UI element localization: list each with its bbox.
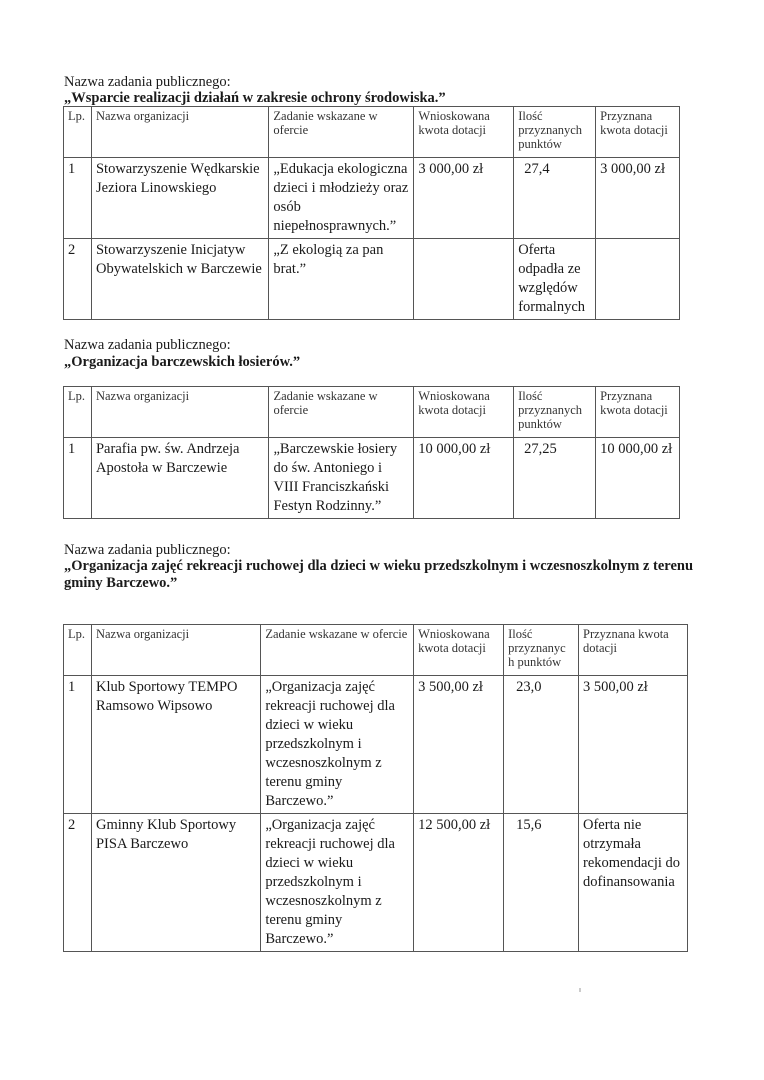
cell-points: 27,25 <box>514 438 596 519</box>
section-1-label: Nazwa zadania publicznego: <box>64 74 231 90</box>
header-organization: Nazwa organizacji <box>91 387 268 438</box>
cell-granted-amount: 10 000,00 zł <box>596 438 680 519</box>
cell-organization: Stowarzyszenie Wędkarskie Jeziora Linowskiego <box>91 158 268 239</box>
cell-points: 15,6 <box>504 814 579 952</box>
header-task: Zadanie wskazane w ofercie <box>269 387 414 438</box>
cell-requested-amount: 12 500,00 zł <box>414 814 504 952</box>
section-2-label: Nazwa zadania publicznego: <box>64 337 231 353</box>
section-1-table <box>63 106 680 320</box>
header-requested-amount: Wnioskowana kwota dotacji <box>414 107 514 158</box>
scan-artifact <box>579 988 581 992</box>
cell-task: „Organizacja zajęć rekreacji ruchowej dla dzieci w wieku przedszkolnym i wczesnoszkolnym z terenu gminy Barczewo.” <box>261 676 414 814</box>
cell-lp: 2 <box>64 814 92 952</box>
cell-organization: Klub Sportowy TEMPO Ramsowo Wipsowo <box>91 676 260 814</box>
table-header-row <box>64 625 688 676</box>
cell-lp: 1 <box>64 158 92 239</box>
table-row <box>64 158 680 239</box>
header-organization: Nazwa organizacji <box>91 625 260 676</box>
header-task: Zadanie wskazane w ofercie <box>269 107 414 158</box>
table-row <box>64 676 688 814</box>
header-granted-amount: Przyznana kwota dotacji <box>579 625 688 676</box>
header-points: Ilość przyznanych punktów <box>514 107 596 158</box>
cell-task: „Z ekologią za pan brat.” <box>269 239 414 320</box>
section-3-title: „Organizacja zajęć rekreacji ruchowej dla dzieci w wieku przedszkolnym i wczesnoszkolnym z terenu gminy Barczewo.” <box>64 558 694 591</box>
section-3-label: Nazwa zadania publicznego: <box>64 542 231 558</box>
cell-requested-amount: 3 500,00 zł <box>414 676 504 814</box>
cell-points: Oferta odpadła ze względów formalnych <box>514 239 596 320</box>
table-row <box>64 239 680 320</box>
section-3-table <box>63 624 688 952</box>
table-header-row <box>64 387 680 438</box>
header-organization: Nazwa organizacji <box>91 107 268 158</box>
cell-lp: 1 <box>64 438 92 519</box>
header-granted-amount: Przyznana kwota dotacji <box>596 107 680 158</box>
cell-requested-amount <box>414 239 514 320</box>
header-points: Ilość przyznanyc h punktów <box>504 625 579 676</box>
table-row <box>64 438 680 519</box>
cell-organization: Parafia pw. św. Andrzeja Apostoła w Barczewie <box>91 438 268 519</box>
cell-granted-amount: 3 500,00 zł <box>579 676 688 814</box>
header-lp: Lp. <box>64 625 92 676</box>
cell-requested-amount: 10 000,00 zł <box>414 438 514 519</box>
cell-points: 23,0 <box>504 676 579 814</box>
header-requested-amount: Wnioskowana kwota dotacji <box>414 387 514 438</box>
section-2-title: „Organizacja barczewskich łosierów.” <box>64 354 301 370</box>
cell-task: „Edukacja ekologiczna dzieci i młodzieży oraz osób niepełnosprawnych.” <box>269 158 414 239</box>
cell-organization: Stowarzyszenie Inicjatyw Obywatelskich w Barczewie <box>91 239 268 320</box>
cell-organization: Gminny Klub Sportowy PISA Barczewo <box>91 814 260 952</box>
cell-granted-amount <box>596 239 680 320</box>
cell-granted-amount: Oferta nie otrzymała rekomendacji do dofinansowania <box>579 814 688 952</box>
header-lp: Lp. <box>64 387 92 438</box>
cell-lp: 2 <box>64 239 92 320</box>
cell-granted-amount: 3 000,00 zł <box>596 158 680 239</box>
header-points: Ilość przyznanych punktów <box>514 387 596 438</box>
table-row <box>64 814 688 952</box>
cell-lp: 1 <box>64 676 92 814</box>
cell-points: 27,4 <box>514 158 596 239</box>
section-2-table <box>63 386 680 519</box>
header-task: Zadanie wskazane w ofercie <box>261 625 414 676</box>
cell-task: „Barczewskie łosiery do św. Antoniego i VIII Franciszkański Festyn Rodzinny.” <box>269 438 414 519</box>
cell-requested-amount: 3 000,00 zł <box>414 158 514 239</box>
section-1-title: „Wsparcie realizacji działań w zakresie ochrony środowiska.” <box>64 90 446 106</box>
cell-task: „Organizacja zajęć rekreacji ruchowej dla dzieci w wieku przedszkolnym i wczesnoszkolnym z terenu gminy Barczewo.” <box>261 814 414 952</box>
header-lp: Lp. <box>64 107 92 158</box>
header-requested-amount: Wnioskowana kwota dotacji <box>414 625 504 676</box>
header-granted-amount: Przyznana kwota dotacji <box>596 387 680 438</box>
table-header-row <box>64 107 680 158</box>
